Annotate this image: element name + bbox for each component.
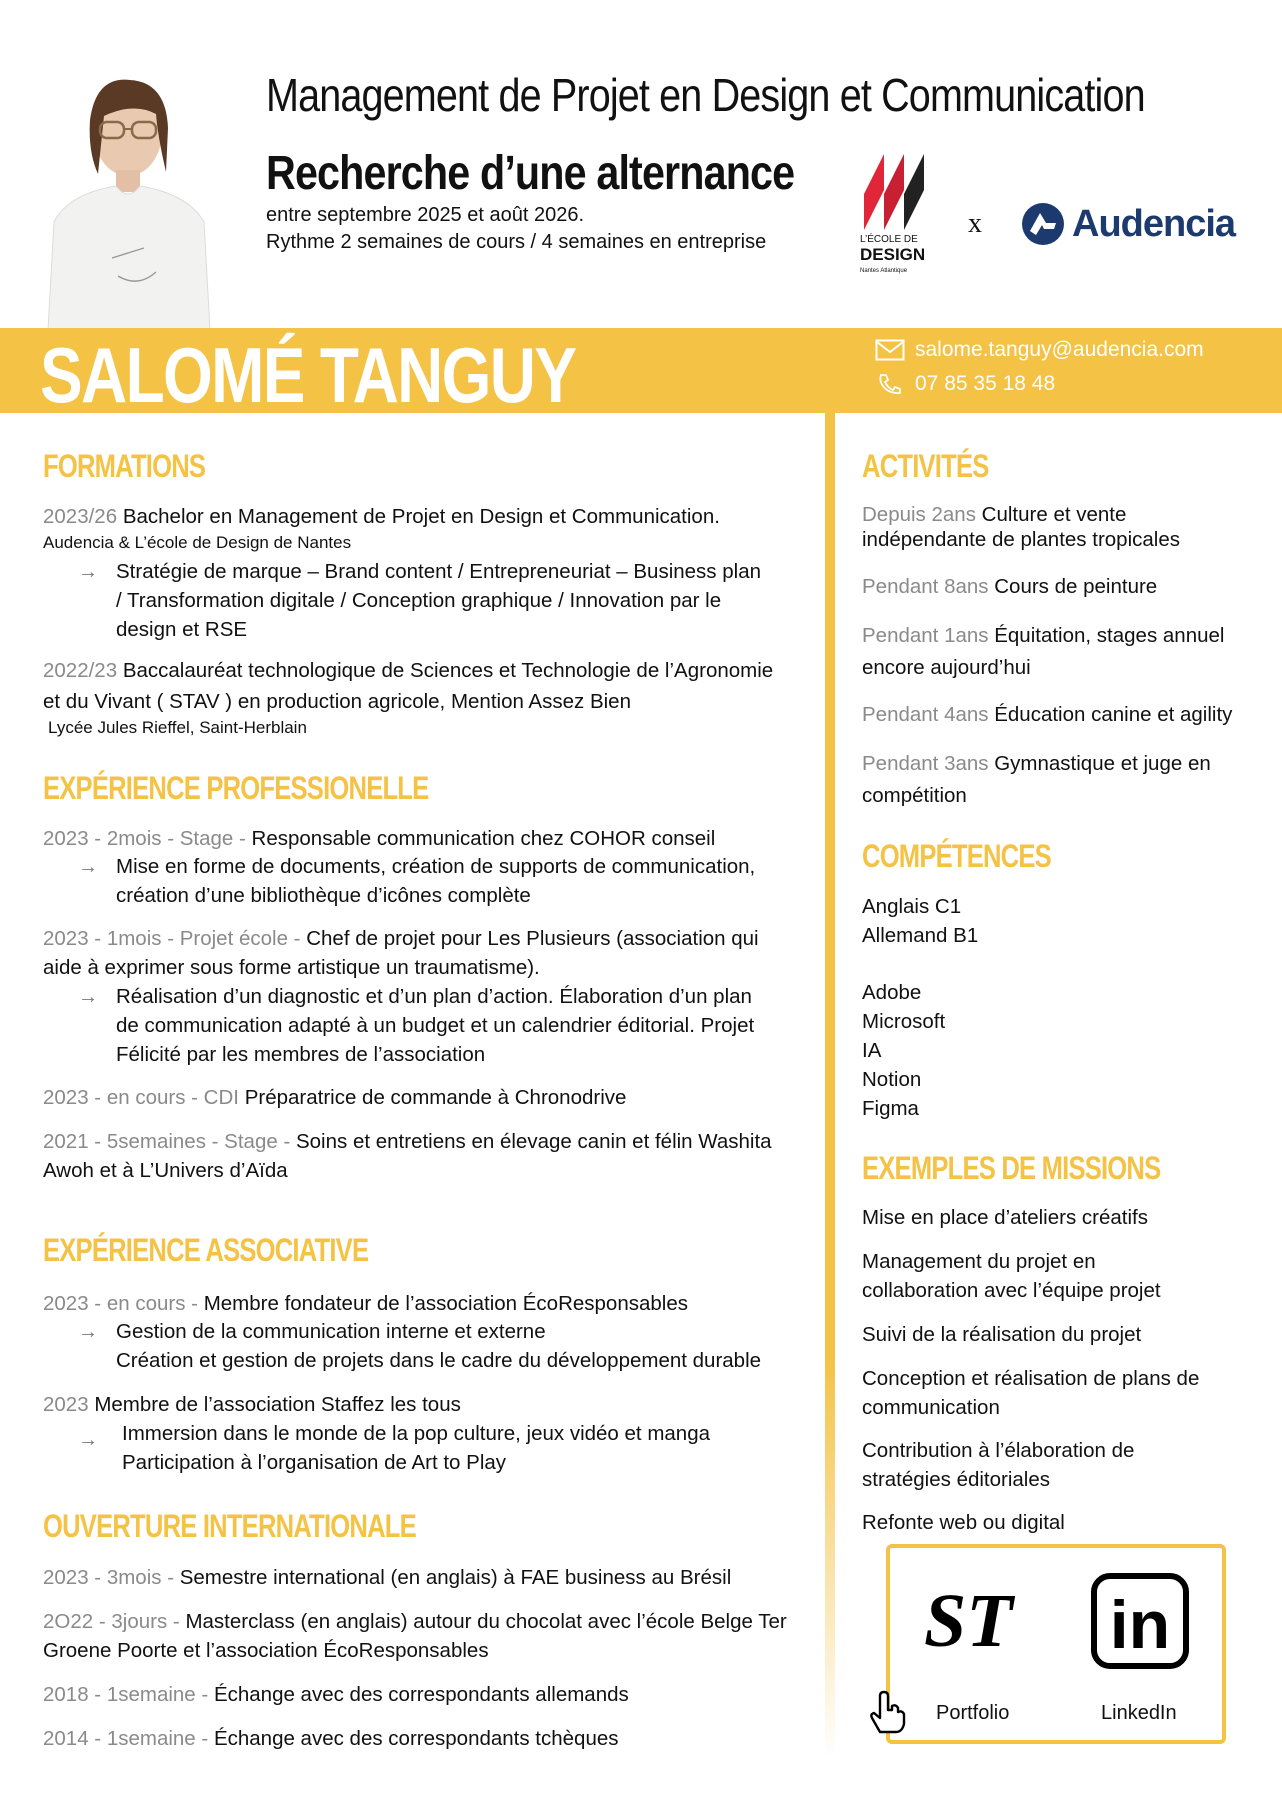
linkedin-link[interactable]: [1090, 1572, 1190, 1670]
mission-line: Contribution à l’élaboration de: [862, 1439, 1135, 1462]
mission-item: [862, 1508, 1065, 1537]
audencia-wordmark: Audencia: [1072, 202, 1236, 245]
phone-icon: [875, 372, 905, 396]
experience-details: [116, 852, 755, 910]
formation-title: Bachelor en Management de Projet en Design et Communication.: [122, 505, 720, 528]
tool-item: Adobe: [862, 981, 922, 1004]
mission-line: Suivi de la réalisation du projet: [862, 1323, 1142, 1346]
activity-meta: Pendant 1ans: [862, 624, 989, 647]
work-rhythm: Rythme 2 semaines de cours / 4 semaines en entreprise: [266, 231, 767, 253]
email-text[interactable]: salome.tanguy@audencia.com: [915, 338, 1204, 361]
mission-item: [862, 1364, 1199, 1422]
association-item: [43, 1390, 461, 1419]
phone-text[interactable]: 07 85 35 18 48: [915, 372, 1056, 395]
international-title-cont: Groene Poorte et l’association ÉcoResponsables: [43, 1639, 489, 1662]
international-meta: 2018 - 1semaine -: [43, 1683, 209, 1706]
experience-item: [43, 924, 759, 953]
mission-line: communication: [862, 1396, 1000, 1419]
detail-line: Réalisation d’un diagnostic et d’un plan d’action. Élaboration d’un plan: [116, 985, 752, 1008]
detail-line: création d’une bibliothèque d’icônes complète: [116, 884, 531, 907]
tool-item: IA: [862, 1039, 882, 1062]
association-title: Membre fondateur de l’association ÉcoResponsables: [203, 1292, 688, 1315]
missions-heading: EXEMPLES DE MISSIONS: [862, 1150, 1161, 1186]
association-title: Membre de l’association Staffez les tous: [94, 1393, 461, 1416]
association-meta: 2023: [43, 1393, 89, 1416]
language-item: Allemand B1: [862, 924, 979, 947]
experience-item: [43, 824, 715, 853]
association-details: [116, 1317, 761, 1375]
detail-line: design et RSE: [116, 618, 248, 641]
arrow-icon: →: [78, 986, 98, 1008]
formation-year: 2022/23: [43, 659, 118, 682]
detail-line: Mise en forme de documents, création de supports de communication,: [116, 855, 756, 878]
international-title: Semestre international (en anglais) à FAE business au Brésil: [179, 1566, 732, 1589]
page-subtitle: Recherche d’une alternance: [266, 147, 795, 200]
mission-item: [862, 1320, 1141, 1349]
arrow-icon: →: [78, 561, 98, 583]
mission-line: collaboration avec l’équipe projet: [862, 1279, 1161, 1302]
activity-meta: Pendant 8ans: [862, 575, 989, 598]
column-divider: [825, 413, 835, 1758]
tool-item: Figma: [862, 1097, 919, 1120]
detail-line: Gestion de la communication interne et externe: [116, 1320, 546, 1343]
mission-item: [862, 1247, 1161, 1305]
activity-meta: Pendant 3ans: [862, 752, 989, 775]
international-item: [43, 1724, 619, 1753]
mission-line: Mise en place d’ateliers créatifs: [862, 1206, 1148, 1229]
activity-title: Éducation canine et agility: [994, 703, 1233, 726]
international-title: Échange avec des correspondants tchèques: [213, 1727, 619, 1750]
formations-heading: FORMATIONS: [43, 448, 206, 484]
portfolio-link[interactable]: [916, 1572, 1026, 1668]
audencia-symbol-icon: [1020, 201, 1066, 247]
portfolio-label[interactable]: Portfolio: [936, 1702, 1010, 1724]
phone-contact[interactable]: [875, 372, 1055, 396]
activity-title: Cours de peinture: [994, 575, 1158, 598]
experience-title: Soins et entretiens en élevage canin et félin Washita: [295, 1130, 772, 1153]
mission-item: [862, 1436, 1134, 1494]
competences-heading: COMPÉTENCES: [862, 838, 1051, 874]
language-item: Anglais C1: [862, 895, 962, 918]
candidate-name: SALOMÉ TANGUY: [40, 331, 576, 419]
formation-details: [116, 557, 796, 644]
experience-meta: 2021 - 5semaines - Stage -: [43, 1130, 291, 1153]
association-meta: 2023 - en cours -: [43, 1292, 198, 1315]
international-meta: 2014 - 1semaine -: [43, 1727, 209, 1750]
detail-line: Participation à l’organisation de Art to Play: [122, 1451, 507, 1474]
international-heading: OUVERTURE INTERNATIONALE: [43, 1508, 416, 1544]
partnership-separator: x: [968, 208, 982, 239]
experience-details: [116, 982, 754, 1069]
detail-line: Création et gestion de projets dans le cadre du développement durable: [116, 1349, 762, 1372]
international-item: [43, 1607, 787, 1636]
activity-title-cont: encore aujourd’hui: [862, 656, 1031, 679]
experience-item: [43, 1083, 626, 1112]
mail-icon: [875, 339, 905, 361]
mission-line: stratégies éditoriales: [862, 1468, 1051, 1491]
email-contact[interactable]: [875, 338, 1204, 362]
association-details: [122, 1419, 710, 1477]
experience-asso-heading: EXPÉRIENCE ASSOCIATIVE: [43, 1232, 369, 1268]
mission-item: [862, 1203, 1148, 1232]
experience-title-cont: aide à exprimer sous forme artistique un traumatisme).: [43, 956, 540, 979]
activity-title-cont: compétition: [862, 784, 967, 807]
portfolio-logo-text: ST: [924, 1579, 1013, 1663]
activity-meta: Pendant 4ans: [862, 703, 989, 726]
page-title: Management de Projet en Design et Communication: [266, 69, 1145, 121]
formation-item: [43, 656, 773, 685]
linkedin-icon: [1090, 1572, 1190, 1670]
availability-dates: entre septembre 2025 et août 2026.: [266, 204, 585, 226]
activity-item: [862, 502, 1180, 552]
formation-school: Audencia & L’école de Design de Nantes: [43, 533, 352, 552]
detail-line: Stratégie de marque – Brand content / Entrepreneuriat – Business plan: [116, 560, 762, 583]
ecole-design-logo: [856, 150, 930, 280]
experience-title: Chef de projet pour Les Plusieurs (association qui: [306, 927, 759, 950]
international-meta: 2023 - 3mois -: [43, 1566, 175, 1589]
international-meta: 2O22 - 3jours -: [43, 1610, 180, 1633]
activity-item: [862, 748, 1211, 812]
detail-line: Immersion dans le monde de la pop culture, jeux vidéo et manga: [122, 1422, 711, 1445]
ecole-logo-line2: DESIGN: [860, 245, 926, 264]
audencia-logo: [1020, 196, 1242, 252]
tool-item: Notion: [862, 1068, 922, 1091]
activites-heading: ACTIVITÉS: [862, 448, 989, 484]
detail-line: / Transformation digitale / Conception graphique / Innovation par le: [116, 589, 722, 612]
languages-list: [862, 892, 978, 950]
experience-pro-heading: EXPÉRIENCE PROFESSIONELLE: [43, 770, 429, 806]
activity-meta: Depuis 2ans: [862, 503, 976, 526]
activity-title: Gymnastique et juge en: [994, 752, 1211, 775]
experience-title-cont: Awoh et à L’Univers d’Aïda: [43, 1159, 288, 1182]
portfolio-logo-icon: [916, 1572, 1026, 1668]
formation-title-cont: et du Vivant ( STAV ) en production agricole, Mention Assez Bien: [43, 690, 631, 713]
experience-meta: 2023 - 2mois - Stage -: [43, 827, 246, 850]
arrow-icon: →: [78, 856, 98, 878]
tools-list: [862, 978, 945, 1123]
detail-line: de communication adapté à un budget et un calendrier éditorial. Projet: [116, 1014, 755, 1037]
mission-line: Refonte web ou digital: [862, 1511, 1065, 1534]
formation-title: Baccalauréat technologique de Sciences et Technologie de l’Agronomie: [122, 659, 774, 682]
profile-photo: [38, 62, 218, 330]
activity-title: Culture et vente: [981, 503, 1127, 526]
detail-line: Félicité par les membres de l’association: [116, 1043, 486, 1066]
linkedin-logo-text: in: [1109, 1587, 1171, 1663]
formation-item: [43, 502, 720, 531]
experience-meta: 2023 - en cours - CDI: [43, 1086, 239, 1109]
activity-title-cont: indépendante de plantes tropicales: [862, 528, 1180, 551]
mission-line: Conception et réalisation de plans de: [862, 1367, 1200, 1390]
experience-title: Responsable communication chez COHOR conseil: [251, 827, 716, 850]
international-title: Masterclass (en anglais) autour du chocolat avec l’école Belge Ter: [185, 1610, 787, 1633]
ecole-logo-line1: L’ÉCOLE DE: [860, 234, 918, 245]
association-item: [43, 1289, 688, 1318]
activity-item: [862, 620, 1224, 684]
mission-line: Management du projet en: [862, 1250, 1096, 1273]
formation-school: Lycée Jules Rieffel, Saint-Herblain: [48, 718, 307, 737]
arrow-icon: →: [78, 1429, 98, 1451]
tool-item: Microsoft: [862, 1010, 946, 1033]
international-title: Échange avec des correspondants allemands: [213, 1683, 629, 1706]
experience-item: [43, 1127, 772, 1156]
ecole-logo-line3: Nantes Atlantique: [860, 268, 908, 274]
linkedin-label[interactable]: LinkedIn: [1101, 1702, 1177, 1724]
international-item: [43, 1680, 629, 1709]
pointer-hand-icon: [866, 1688, 910, 1736]
activity-item: [862, 700, 1232, 729]
formation-year: 2023/26: [43, 505, 118, 528]
experience-meta: 2023 - 1mois - Projet école -: [43, 927, 301, 950]
experience-title: Préparatrice de commande à Chronodrive: [244, 1086, 627, 1109]
international-item: [43, 1563, 731, 1592]
activity-item: [862, 572, 1157, 601]
activity-title: Équitation, stages annuel: [994, 624, 1225, 647]
arrow-icon: →: [78, 1321, 98, 1343]
